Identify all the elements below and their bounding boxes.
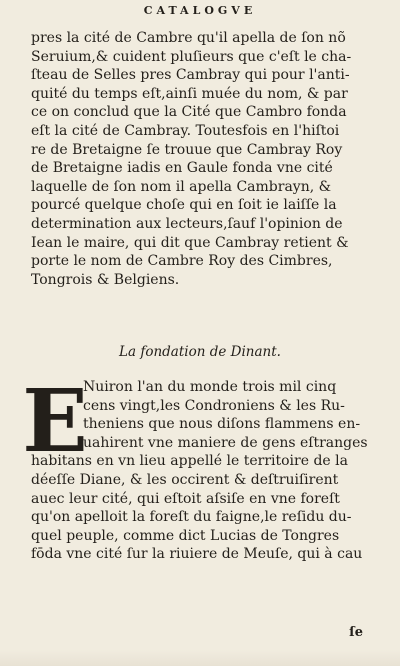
text-line: porte le nom de Cambre Roy des Cimbres, <box>31 253 333 270</box>
text-line: Nuiron l'an du monde trois mil cinq <box>83 379 337 395</box>
running-head: CATALOGVE <box>143 4 257 17</box>
text-line: pres la cité de Cambre qu'il apella de ſon nõ <box>31 30 346 46</box>
text-line: ſteau de Selles pres Cambray qui pour l'anti- <box>31 67 350 84</box>
text-line: ce on conclud que la Cité que Cambro fonda <box>31 104 347 121</box>
text-line: laquelle de ſon nom il apella Cambrayn, & <box>31 178 332 195</box>
text-line: fōda vne cité ſur la riuiere de Meuſe, qui à cau <box>31 546 363 563</box>
drop-cap: E <box>22 371 88 472</box>
text-line: re de Bretaigne ſe trouue que Cambray Roy <box>31 141 343 158</box>
text-line: déeſſe Diane, & les occirent & deſtruiſirent <box>31 471 339 488</box>
text-line: eſt la cité de Cambray. Toutesfois en l'hiſtoi <box>31 122 340 139</box>
text-line: habitans en vn lieu appellé le territoire de la <box>31 453 348 470</box>
text-line: quel peuple, comme dict Lucias de Tongres <box>31 527 340 544</box>
text-line: pourcé quelque choſe qui en ſoit ie laiſſe la <box>31 197 337 214</box>
text-line: determination aux lecteurs,ſauf l'opinion de <box>31 215 343 232</box>
paragraph-2 <box>22 371 368 564</box>
text-line: theniens que nous diſons flammens en- <box>83 416 361 433</box>
text-line: qu'on apelloit la foreſt du faigne,le reſidu du- <box>31 509 352 526</box>
text-line: Iean le maire, qui dit que Cambray retient & <box>31 234 349 251</box>
text-line: quité du temps eſt,ainſi muée du nom, & par <box>31 85 348 102</box>
text-line: cens vingt,les Condroniens & les Ru- <box>83 397 345 414</box>
catchword: ſe <box>349 625 363 640</box>
page-bottom-edge <box>0 650 400 666</box>
text-line: de Bretaigne iadis en Gaule fonda vne cité <box>31 160 333 177</box>
text-line: uahirent vne maniere de gens eſtranges <box>83 434 368 451</box>
text-line: Tongrois & Belgiens. <box>31 271 180 288</box>
section-heading: La fondation de Dinant. <box>119 344 281 360</box>
text-line: Seruium,& cuident pluſieurs que c'eſt le cha- <box>31 48 352 65</box>
paragraph-1 <box>31 29 361 289</box>
text-line: auec leur cité, qui eſtoit aſsiſe en vne foreſt <box>31 490 340 507</box>
